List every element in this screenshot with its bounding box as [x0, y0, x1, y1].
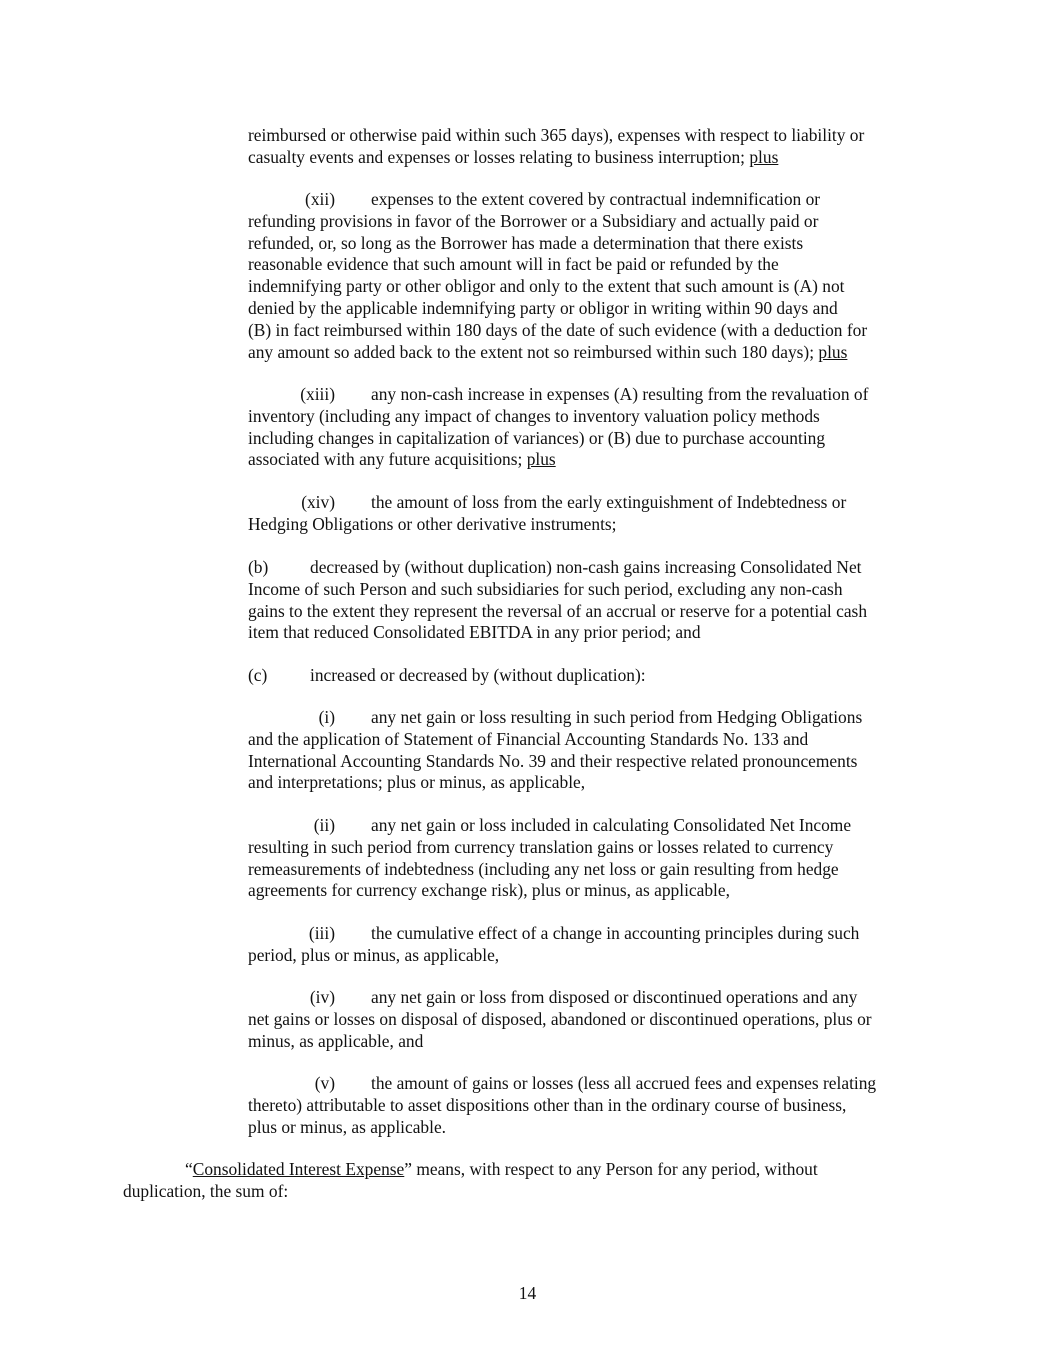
clause-number: (iii): [308, 923, 335, 943]
text-line: Hedging Obligations or other derivative instruments;: [248, 513, 617, 534]
plus-connector: plus: [818, 341, 848, 362]
plus-connector: plus: [526, 449, 556, 470]
clause-xii: [248, 189, 938, 363]
defined-term: Consolidated Interest Expense: [192, 1159, 405, 1179]
text-line: and the application of Statement of Financial Accounting Standards No. 133 and: [248, 728, 809, 749]
text-line: reasonable evidence that such amount will in fact be paid or refunded by the: [248, 254, 779, 275]
clause-number: (b): [248, 557, 269, 577]
text-line: increased or decreased by (without duplication):: [310, 665, 646, 685]
open-quote: “: [185, 1159, 193, 1179]
text-line: the cumulative effect of a change in accounting principles during such: [371, 923, 860, 943]
text-line: reimbursed or otherwise paid within such 365 days), expenses with respect to liability or: [248, 125, 865, 145]
clause-number: (ii): [313, 815, 335, 835]
text-line: International Accounting Standards No. 39 and their respective related pronouncements: [248, 750, 858, 771]
text-line: any net gain or loss from disposed or discontinued operations and any: [371, 987, 858, 1007]
clause-number: (xii): [305, 189, 335, 209]
text-line: including changes in capitalization of variances) or (B) due to purchase accounting: [248, 427, 826, 448]
text-line: indemnifying party or other obligor and only to the extent that such amount is (A) not: [248, 276, 845, 297]
text-line: inventory (including any impact of changes to inventory valuation policy methods: [248, 405, 820, 426]
text-line: casualty events and expenses or losses relating to business interruption;: [248, 146, 745, 167]
clause-v: [248, 1073, 938, 1138]
text-line: ” means, with respect to any Person for any period, without: [404, 1159, 818, 1179]
clause-b: [248, 557, 938, 644]
clause-number: (xiv): [301, 492, 335, 512]
clause-i: [248, 707, 938, 794]
text-line: plus or minus, as applicable.: [248, 1116, 447, 1137]
text-line: (B) in fact reimbursed within 180 days of the date of such evidence (with a deduction for: [248, 319, 868, 340]
text-line: remeasurements of indebtedness (including any net loss or gain resulting from hedge: [248, 858, 839, 879]
page-number: 14: [518, 1283, 537, 1303]
clause-number: (c): [248, 665, 268, 685]
clause-xiii: [248, 384, 938, 471]
text-line: any net gain or loss resulting in such period from Hedging Obligations: [371, 707, 863, 727]
text-line: resulting in such period from currency translation gains or losses related to currency: [248, 836, 834, 857]
text-line: any amount so added back to the extent not so reimbursed within such 180 days);: [248, 341, 815, 362]
text-line: the amount of gains or losses (less all accrued fees and expenses relating: [371, 1073, 877, 1093]
text-line: gains to the extent they represent the reversal of an accrual or reserve for a potential cash: [248, 600, 868, 621]
clause-ii: [248, 815, 938, 902]
clause-number: (i): [318, 707, 335, 727]
text-line: agreements for currency exchange risk), plus or minus, as applicable,: [248, 880, 730, 901]
text-line: duplication, the sum of:: [123, 1180, 289, 1201]
clause-iii: [248, 923, 938, 967]
text-line: Income of such Person and such subsidiaries for such period, excluding any non-cash: [248, 578, 843, 599]
text-line: any net gain or loss included in calculating Consolidated Net Income: [371, 815, 852, 835]
clause-xi-continuation: [248, 125, 938, 169]
text-line: refunded, or, so long as the Borrower has made a determination that there exists: [248, 232, 804, 253]
text-line: net gains or losses on disposal of disposed, abandoned or discontinued operations, plus or: [248, 1008, 872, 1029]
text-line: decreased by (without duplication) non-cash gains increasing Consolidated Net: [310, 557, 862, 577]
text-line: expenses to the extent covered by contractual indemnification or: [371, 189, 821, 209]
text-line: thereto) attributable to asset dispositions other than in the ordinary course of business,: [248, 1094, 847, 1115]
clause-c: [248, 665, 938, 687]
text-line: the amount of loss from the early extinguishment of Indebtedness or: [371, 492, 847, 512]
text-line: and interpretations; plus or minus, as applicable,: [248, 772, 586, 793]
text-line: period, plus or minus, as applicable,: [248, 944, 500, 965]
text-line: minus, as applicable, and: [248, 1030, 424, 1051]
clause-xiv: [248, 492, 938, 536]
text-line: associated with any future acquisitions;: [248, 449, 523, 470]
clause-number: (v): [314, 1073, 335, 1093]
text-line: denied by the applicable indemnifying party or obligor in writing within 90 days and: [248, 297, 838, 318]
text-line: refunding provisions in favor of the Borrower or a Subsidiary and actually paid or: [248, 210, 819, 231]
text-line: item that reduced Consolidated EBITDA in any prior period; and: [248, 622, 701, 643]
text-line: any non-cash increase in expenses (A) resulting from the revaluation of: [371, 384, 869, 404]
clause-iv: [248, 987, 938, 1052]
definition-consolidated-interest-expense: [123, 1159, 943, 1203]
plus-connector: plus: [749, 146, 779, 167]
clause-number: (xiii): [300, 384, 335, 404]
clause-number: (iv): [309, 987, 335, 1007]
